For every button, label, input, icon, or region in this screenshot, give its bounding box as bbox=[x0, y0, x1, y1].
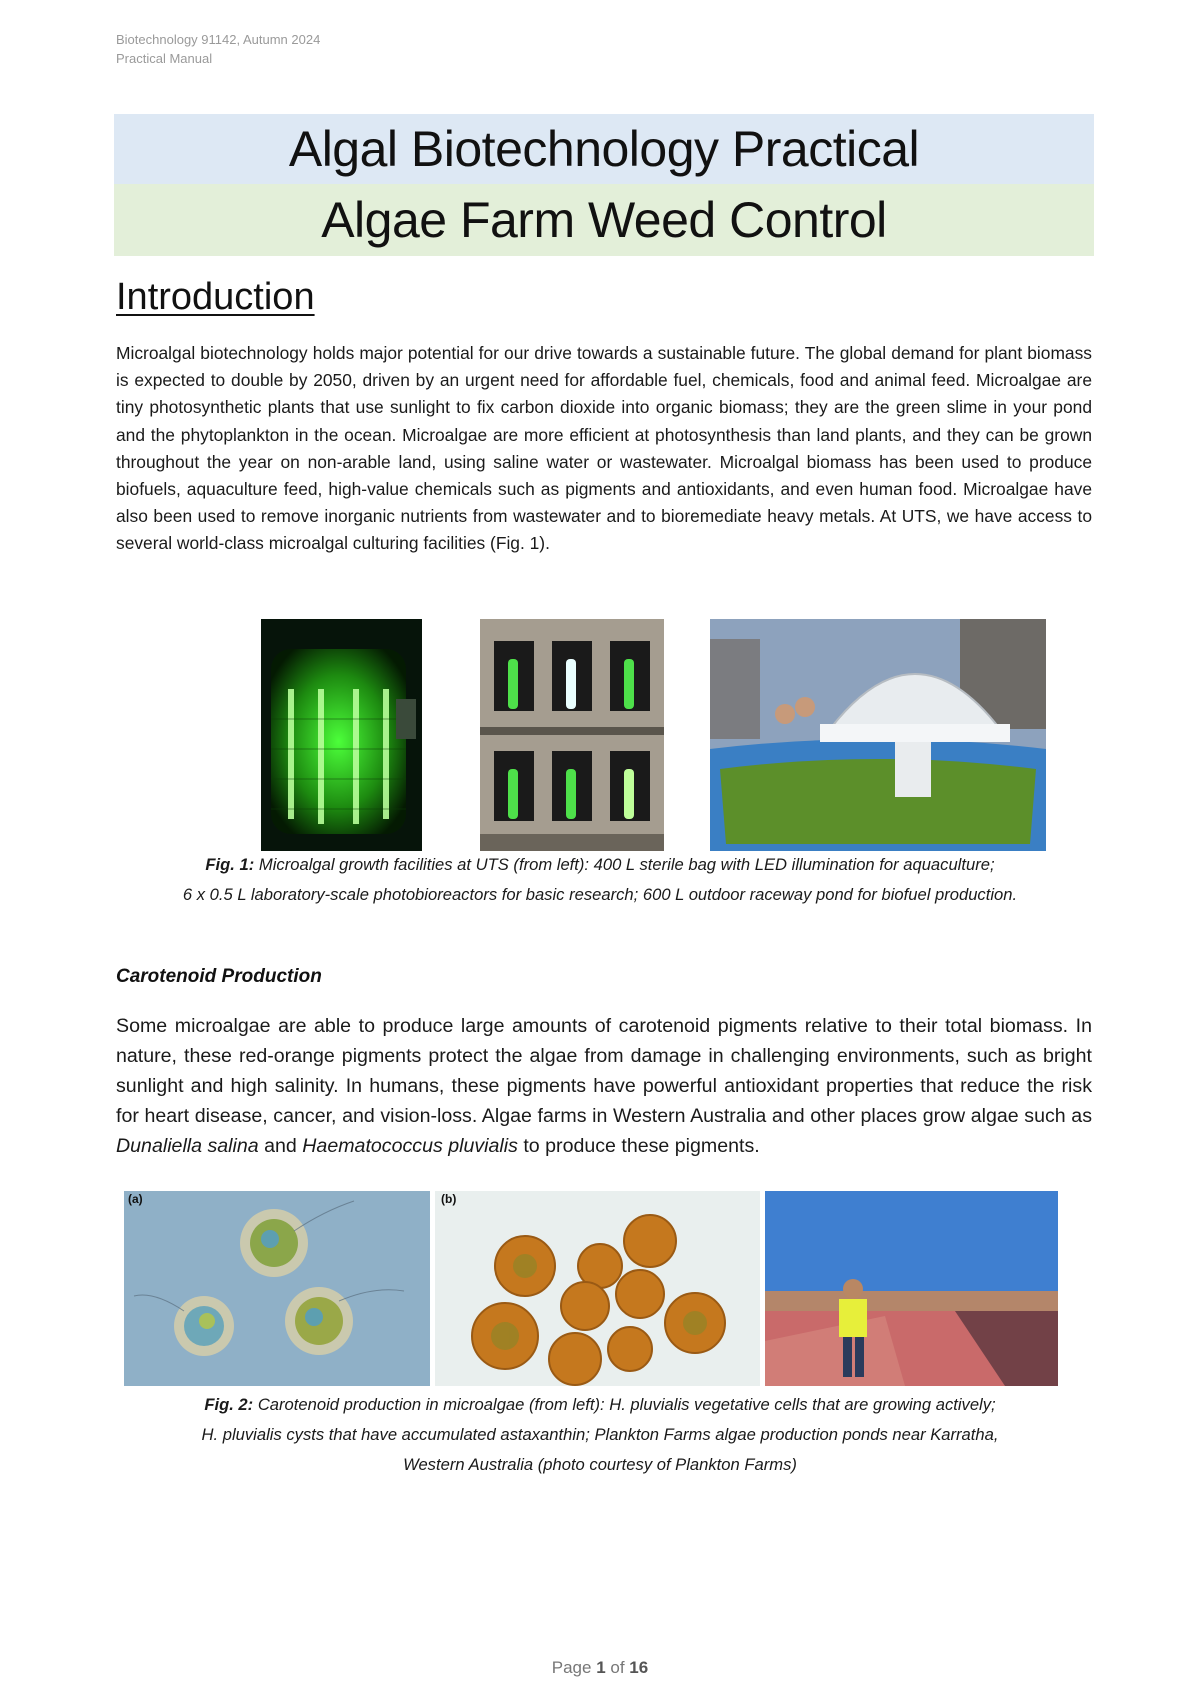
introduction-paragraph: Microalgal biotechnology holds major potential for our drive towards a sustainable future. The global demand for plant biomass is expected to double by 2050, driven by an urgent need for affordable fuel, chemicals, food and animal feed. Microalgae are tiny photosynthetic plants that use sunlight to fix carbon dioxide into organic biomass; they are the green slime in your pond and the phytoplankton in the ocean. Microalgae are more efficient at photosynthesis than land plants, and they can be grown throughout the year on non-arable land, using saline water or wastewater. Microalgal biomass has been used to produce biofuels, aquaculture feed, high-value chemicals such as pigments and antioxidants, and even human food. Microalgae have also been used to remove inorganic nutrients from wastewater and to bioremediate heavy metals. At UTS, we have access to several world-class microalgal culturing facilities (Fig. 1). bbox=[116, 343, 1092, 554]
fig1-photo-raceway-pond bbox=[710, 619, 1046, 851]
page-footer bbox=[0, 1658, 1200, 1678]
carotenoid-paragraph bbox=[116, 1011, 1092, 1161]
fig2-photo-vegetative-cells bbox=[124, 1191, 430, 1386]
footer-of: of bbox=[605, 1658, 630, 1677]
carotenoid-heading: Carotenoid Production bbox=[116, 966, 322, 987]
fig2-photo-cysts bbox=[435, 1191, 760, 1386]
page-subtitle: Algae Farm Weed Control bbox=[114, 184, 1094, 256]
introduction-heading: Introduction bbox=[116, 276, 315, 318]
fig2-panel-a-label: (a) bbox=[128, 1192, 143, 1206]
fig2-label: Fig. 2: bbox=[204, 1395, 254, 1414]
title-block bbox=[114, 114, 1094, 256]
carotenoid-text-before: Some microalgae are able to produce large amounts of carotenoid pigments relative to their total biomass. In nature, these red-orange pigments protect the algae from damage in challenging environments, such as bright sunlight and high salinity. In humans, these pigments have powerful antioxidant properties that reduce the risk for heart disease, cancer, and vision-loss. Algae farms in Western Australia and other places grow algae such as bbox=[116, 1015, 1092, 1127]
fig1-caption-line1 bbox=[100, 850, 1100, 880]
fig2-panel-b-label: (b) bbox=[441, 1192, 457, 1206]
species-haematococcus: Haematococcus pluvialis bbox=[302, 1135, 518, 1157]
footer-page-number: 1 bbox=[596, 1658, 606, 1677]
fig2-caption-text1: Carotenoid production in microalgae (from left): H. pluvialis vegetative cells that are growing actively; bbox=[257, 1395, 996, 1414]
carotenoid-text-after: to produce these pigments. bbox=[517, 1135, 760, 1157]
fig1-label: Fig. 1: bbox=[205, 855, 255, 874]
fig1-caption-line2: 6 x 0.5 L laboratory-scale photobioreactors for basic research; 600 L outdoor raceway pond for biofuel production. bbox=[182, 885, 1018, 904]
running-header-course: Biotechnology 91142, Autumn 2024 bbox=[116, 32, 321, 47]
fig1-caption bbox=[100, 850, 1100, 910]
fig1-photo-photobioreactors bbox=[480, 619, 664, 851]
running-header-manual: Practical Manual bbox=[116, 51, 213, 66]
fig2-photo-plankton-farms bbox=[765, 1191, 1058, 1386]
fig1-photo-led-bag bbox=[261, 619, 422, 851]
fig2-caption-line3: Western Australia (photo courtesy of Plankton Farms) bbox=[403, 1455, 797, 1474]
footer-page-total: 16 bbox=[629, 1658, 649, 1677]
carotenoid-and: and bbox=[258, 1135, 303, 1157]
running-header bbox=[116, 30, 320, 68]
fig2-caption-line1 bbox=[100, 1390, 1100, 1420]
page-title: Algal Biotechnology Practical bbox=[114, 114, 1094, 184]
fig2-caption bbox=[100, 1390, 1100, 1480]
footer-prefix: Page bbox=[551, 1658, 597, 1677]
species-dunaliella: Dunaliella salina bbox=[116, 1135, 259, 1157]
fig1-caption-text1: Microalgal growth facilities at UTS (from left): 400 L sterile bag with LED illumination for aquaculture; bbox=[258, 855, 995, 874]
fig2-caption-line2: H. pluvialis cysts that have accumulated astaxanthin; Plankton Farms algae production ponds near Karratha, bbox=[201, 1425, 999, 1444]
